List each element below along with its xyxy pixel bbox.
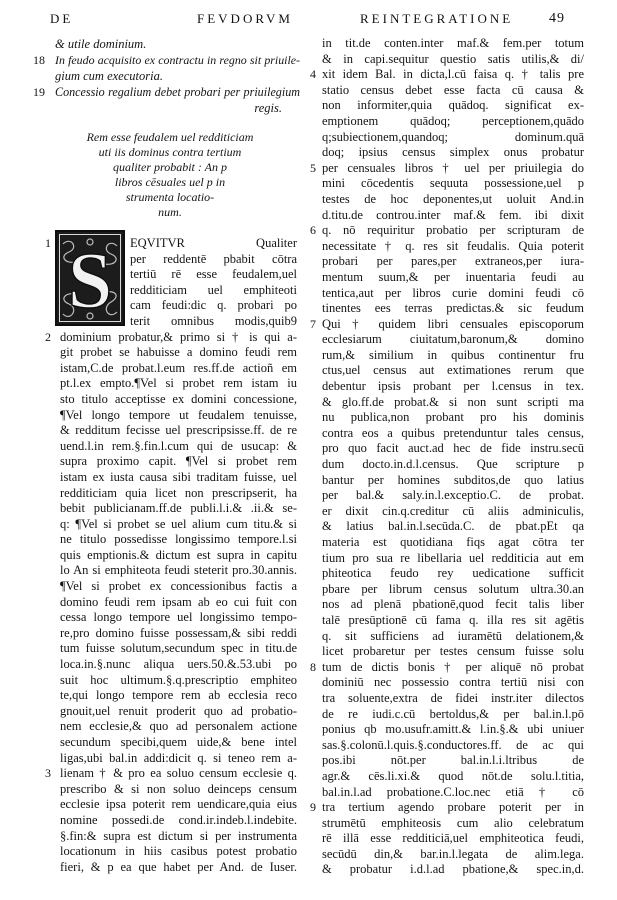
line-text: dominiū nec possessio contra tertiū nisi con xyxy=(322,675,584,690)
text-line xyxy=(310,659,584,676)
rubric-line: qualiter probabit : An p xyxy=(113,160,227,174)
summary-line xyxy=(33,52,300,68)
line-text: bantur per homines subditos,de quo latius xyxy=(322,472,584,487)
text-line xyxy=(322,816,584,832)
line-text: q. nō requiritur probatio per scripturam de xyxy=(322,223,584,238)
text-line xyxy=(60,797,297,813)
line-text: tra tertium agendo probare poterit per in xyxy=(322,800,584,815)
line-text: er dixit cin.q.creditur cū aliis adminiculis, xyxy=(322,503,584,518)
summary-text: In feudo acquisito ex contractu in regno sit priuile- xyxy=(55,53,300,67)
text-line xyxy=(322,738,584,754)
line-text: fieri, & p ea que habet per And. de Iuser. xyxy=(60,859,297,874)
line-text: nos ad plenā pbationē,quod fecit talis liber xyxy=(322,597,584,612)
line-text: redditiciam quia licet non prescripserit, ha xyxy=(60,485,297,500)
summary-text: gium cum executoria. xyxy=(55,69,163,83)
line-text: ctus,uel census aut extimationes rerum que xyxy=(322,363,584,378)
line-text: ligas,ubi bal.in addi:dicit q. si teneo rem a- xyxy=(60,750,297,765)
text-line xyxy=(322,457,584,473)
line-text: nomine possedi.de cond.ir.indeb.l.indebite. xyxy=(60,812,297,827)
line-text: bebit publicianam.ff.de publi.l.i.& .ii.& se- xyxy=(60,501,297,516)
text-line xyxy=(322,192,584,208)
text-line xyxy=(322,707,584,723)
summary-line xyxy=(55,100,300,116)
summary-text: regis. xyxy=(254,101,282,115)
line-text: tium pro sua re libellaria uel redditicia aut em xyxy=(322,550,584,565)
text-line xyxy=(322,862,584,878)
line-text: nu publica,non probant pro his dominis xyxy=(322,410,584,425)
rubric-line: num. xyxy=(158,205,182,219)
text-line xyxy=(60,501,297,517)
marginal-number: 18 xyxy=(33,53,45,67)
line-text: supra proximo capit. ¶Vel si probet rem xyxy=(60,454,297,469)
line-text: ponius qb mo.usufr.amitt.& l.in.§.& ubi uniuer xyxy=(322,722,584,737)
text-line xyxy=(310,160,584,177)
page-number: 49 xyxy=(549,11,565,26)
line-text: doq; ipsius census simplex onus probatur xyxy=(322,145,584,160)
marginal-number: 2 xyxy=(45,329,51,344)
chapter-rubric xyxy=(70,130,270,220)
text-line xyxy=(60,641,297,657)
line-text: phiteotica feudo rey uedicatione sufficit xyxy=(322,566,584,581)
line-text: tra soluente,extra de fidei instr.iter dilectos xyxy=(322,690,584,705)
text-line xyxy=(60,829,297,845)
line-text: §.fin:& supra est dictum si per instrumenta xyxy=(60,828,297,843)
text-line xyxy=(60,548,297,564)
marginal-number: 8 xyxy=(310,659,316,674)
rubric-line: strumenta locatio- xyxy=(125,190,215,204)
line-text: xit idem Bal. in dicta,l.cū faisa q. † talis pre xyxy=(322,67,584,82)
rubric-line: uti iis dominus contra tertium xyxy=(98,145,242,159)
text-line xyxy=(60,423,297,439)
line-text: tinentes ees terras predictas.& sic feudum xyxy=(322,301,584,316)
line-text: & latius bal.in.l.secūda.C. de pbat.pEt qa xyxy=(322,519,584,534)
line-text: & redditum fecisse uel prescripsisse.ff. de re xyxy=(60,423,297,438)
text-line xyxy=(322,551,584,567)
line-text: contra eos a quibus pretenduntur tales census, xyxy=(322,425,584,440)
text-line xyxy=(60,454,297,470)
text-line xyxy=(60,298,297,314)
line-text: istam ex iusta causa sibi traditam fuisse, uel xyxy=(60,469,297,484)
text-line xyxy=(60,595,297,611)
line-text: EQVITVR Qualiter xyxy=(130,236,297,250)
running-head-word: REINTEGRATIONE xyxy=(360,11,514,26)
line-text: Qui † quidem libri censuales episcoporum xyxy=(322,316,584,331)
line-text: q;subiectionem,quandoq; dominum.quā xyxy=(322,129,584,144)
text-line xyxy=(60,314,297,330)
line-text: secundum specibi,quem uide,& bene intel xyxy=(60,735,297,749)
line-text: prescribo & si non soluo deinceps censum xyxy=(60,781,297,796)
text-line xyxy=(60,813,297,829)
left-text-column xyxy=(45,236,297,875)
line-text: pro quo facit auct.ad hec de fide instru.secū xyxy=(322,441,584,456)
line-text: terit omnibus modis,quib9 xyxy=(130,313,297,328)
line-text: redditiciam uel emphiteoti xyxy=(130,282,297,297)
line-text: necessitate † q. res sit feudalis. Quia poterit xyxy=(322,238,584,253)
line-text: ¶Vel si probet ex concessionibus factis a xyxy=(60,579,297,594)
line-text: statio census debet esse facta cū causa & xyxy=(322,82,584,97)
text-line xyxy=(322,785,584,801)
line-text: uend.l.in rem.§.fin.l.cum qui de usucap: & xyxy=(60,438,297,453)
text-line xyxy=(60,283,297,299)
text-line xyxy=(322,847,584,863)
line-text: talē presūptionē cū fama q. illa res sit agētis xyxy=(322,612,584,627)
text-line xyxy=(322,582,584,598)
text-line xyxy=(322,83,584,99)
line-text: secūdū din,& bar.in.l.legata de alim.lega. xyxy=(322,846,584,861)
marginal-number: 19 xyxy=(33,85,45,99)
text-line xyxy=(322,831,584,847)
summary-text: Concessio regalium debet probari per priuilegium xyxy=(55,85,300,99)
text-line xyxy=(60,626,297,642)
text-line xyxy=(45,329,297,346)
line-text: agr.& cēs.li.xi.& quod nōt.de solu.l.titia, xyxy=(322,768,584,783)
text-line xyxy=(322,208,584,224)
text-line xyxy=(45,766,297,782)
line-text: per bal.& saly.in.l.exceptio.C. de probat. xyxy=(322,488,584,503)
line-text: sas.§.colonū.l.quis.§.conductores.ff. de ac qui xyxy=(322,737,584,752)
line-text: pos.ibi nōt.per bal.in.l.i.ltribus de xyxy=(322,753,584,768)
text-line xyxy=(60,844,297,860)
line-text: mentum suum,& per inuentaria feudi au xyxy=(322,269,584,284)
text-line xyxy=(322,332,584,348)
line-text: quis emptionis.& dictum est supra in capitu xyxy=(60,547,297,562)
line-text: per reddentē pbabit cōtra xyxy=(130,251,297,266)
text-line xyxy=(60,782,297,798)
text-line xyxy=(60,673,297,689)
text-line xyxy=(60,361,297,377)
line-text: mini cōcedentis sequuta possessione,uel p xyxy=(322,176,584,191)
line-text: materia est quotidiana fiqs agat cōtra ter xyxy=(322,535,584,549)
line-text: debentur ipsis probant per l.census in tex. xyxy=(322,379,584,394)
text-line xyxy=(60,735,297,751)
text-line xyxy=(322,613,584,629)
line-text: ¶Vel longo tempore ut feudalem tenuisse, xyxy=(60,407,297,422)
text-line xyxy=(322,395,584,411)
text-line xyxy=(322,441,584,457)
line-text: locationum in hiis casibus potest probatio xyxy=(60,844,297,859)
line-text: licet probaretur per testes censum fuisse solu xyxy=(322,644,584,659)
line-text: domino feudi rem ipsam ab eo cui fuit con xyxy=(60,594,297,609)
line-text: dominium probatur,& primo si † is qui a- xyxy=(60,329,297,344)
line-text: suit hoc ultimum.§.q.prescriptio emphiteo xyxy=(60,672,297,687)
text-line xyxy=(45,236,297,252)
marginal-number: 4 xyxy=(310,67,316,82)
rubric-line: Rem esse feudalem uel redditiciam xyxy=(86,130,254,144)
text-line xyxy=(310,67,584,83)
text-line xyxy=(322,644,584,660)
text-line xyxy=(60,267,297,283)
line-text: lo An si emphiteota feudi steterit pro.30.annis. xyxy=(60,563,297,578)
text-line xyxy=(322,145,584,161)
text-line xyxy=(60,486,297,502)
line-text: q: ¶Vel si probet se uel alium cum titu.& si xyxy=(60,516,297,531)
text-line xyxy=(322,98,584,114)
line-text: ecclesiarum ciuitatum,baronum,& domino xyxy=(322,332,584,347)
text-line xyxy=(322,363,584,379)
line-text: & in capi.sequitur questio satis utilis,& di/ xyxy=(322,51,584,66)
summary-line xyxy=(55,68,300,84)
text-line xyxy=(322,239,584,255)
line-text: tentica,aut per libros curie domini feudi cō xyxy=(322,285,584,300)
text-line xyxy=(60,532,297,548)
text-line xyxy=(60,470,297,486)
text-line xyxy=(60,252,297,268)
text-line xyxy=(322,270,584,286)
text-line xyxy=(322,629,584,645)
text-line xyxy=(310,316,584,333)
text-line xyxy=(310,223,584,239)
line-text: tertiū rē esse feudalem,uel xyxy=(130,267,297,282)
line-text: strumētū emphiteosis cum alio celebratum xyxy=(322,815,584,830)
line-text: per censuales libros † uel per priuilegia do xyxy=(322,160,584,175)
line-text: non informiter,quia quādoq. significat ex- xyxy=(322,98,584,113)
text-line xyxy=(322,379,584,395)
text-line xyxy=(60,719,297,735)
marginal-number: 6 xyxy=(310,223,316,238)
text-line xyxy=(60,751,297,767)
text-line xyxy=(322,597,584,613)
line-text: in tit.de conten.inter maf.& fem.per totum xyxy=(322,36,584,50)
line-text: bal.in.l.ad probatione.C.loc.nec etiā † cō xyxy=(322,784,584,799)
marginal-number: 3 xyxy=(45,766,51,781)
text-line xyxy=(60,579,297,595)
line-text: rum,& similium in quibus continentur fru xyxy=(322,347,584,362)
text-line xyxy=(322,769,584,785)
line-text: pt.l.ex empto.¶Vel si probet rem istam iu xyxy=(60,376,297,391)
text-line xyxy=(60,860,297,876)
line-text: nem ecclesie,& quo ad personalem actione xyxy=(60,719,297,734)
text-line xyxy=(322,176,584,192)
line-text: loca.in.§.nunc aliqua uers.50.&.53.ubi po xyxy=(60,657,297,672)
line-text: ecclesie ipsa poterit rem uendicare,quia eius xyxy=(60,797,297,812)
text-line xyxy=(60,517,297,533)
line-text: cam feudi:dic q. probari po xyxy=(130,298,297,313)
text-line xyxy=(322,36,584,52)
line-text: de re iudi.c.cū bertoldus,& per bal.in.l.pō xyxy=(322,706,584,721)
text-line xyxy=(322,410,584,426)
line-text: sto titulo acceptisse ex domini concessione, xyxy=(60,391,297,406)
drop-cap-letter: S xyxy=(67,237,113,325)
line-text: pbare per librum census solutum ultra.30.an xyxy=(322,581,584,596)
running-head-word: FEVDORVM xyxy=(197,11,293,26)
text-line xyxy=(322,301,584,317)
summary-text: & utile dominium. xyxy=(55,37,147,51)
text-line xyxy=(60,439,297,455)
text-line xyxy=(322,286,584,302)
text-line xyxy=(60,563,297,579)
text-line xyxy=(322,519,584,535)
line-text: istam,C.de probat.l.eum res.ff.de actioñ em xyxy=(60,360,297,375)
text-line xyxy=(60,376,297,392)
text-line xyxy=(322,348,584,364)
line-text: ne titulo possedisse longissimo tempore.l.si xyxy=(60,532,297,547)
rubric-line: libros cēsuales uel p in xyxy=(114,175,226,189)
line-text: gnouit,uel renuit proderit quo ad probatio- xyxy=(60,703,297,718)
line-text: & probatur i.d.l.ad pbatione,& spec.in,d. xyxy=(322,862,584,877)
line-text: testes de hoc deponentes,ut uoluit And.in xyxy=(322,191,584,206)
line-text: tum de dictis bonis † per aliquē nō probat xyxy=(322,659,584,674)
summary-line xyxy=(33,84,300,100)
text-line xyxy=(60,657,297,673)
line-text: lienam † & pro ea soluo censum ecclesie q. xyxy=(60,766,297,781)
text-line xyxy=(60,345,297,361)
text-line xyxy=(322,488,584,504)
line-text: git probet se habuisse a domino feudi rem xyxy=(60,345,297,360)
text-line xyxy=(322,722,584,738)
marginal-number: 9 xyxy=(310,800,316,815)
line-text: rē illā esse redditiciā,uel emphiteotica feudi, xyxy=(322,831,584,846)
text-line xyxy=(322,753,584,769)
text-line xyxy=(322,504,584,520)
text-line xyxy=(322,130,584,146)
text-line xyxy=(322,52,584,68)
marginal-number: 7 xyxy=(310,316,316,331)
text-line xyxy=(322,691,584,707)
right-text-column xyxy=(310,36,584,878)
summary-line xyxy=(55,36,300,52)
text-line xyxy=(60,392,297,408)
line-text: d.titu.de controu.inter maf.& fem. ibi dixit xyxy=(322,207,584,222)
text-line xyxy=(322,473,584,489)
text-line xyxy=(60,408,297,424)
line-text: te,qui longo tempore rem ab ecclesia reco xyxy=(60,688,297,703)
text-line xyxy=(322,566,584,582)
text-line xyxy=(60,610,297,626)
running-head-word: DE xyxy=(50,11,74,26)
line-text: re,pro domino fuisse possessam,& sibi reddi xyxy=(60,625,297,640)
line-text: & glo.ff.de probat.& si non sunt scripti ma xyxy=(322,394,584,409)
line-text: tum fuisse solutum,secundum spec in titu.de xyxy=(60,641,297,656)
text-line xyxy=(310,800,584,816)
summary-notes xyxy=(33,36,300,116)
text-line xyxy=(322,426,584,442)
text-line xyxy=(322,114,584,130)
text-line xyxy=(322,675,584,691)
line-text: probari per pares,per extraneos,per iura- xyxy=(322,254,584,269)
line-text: dum docto.in.d.l.census. Que scripture p xyxy=(322,457,584,472)
text-line xyxy=(322,254,584,270)
text-line xyxy=(60,704,297,720)
marginal-number: 5 xyxy=(310,160,316,175)
line-text: cessa longo tempore uel longissimo tempo- xyxy=(60,610,297,625)
line-text: emptionem quādoq; perceptionem,quādo xyxy=(322,113,584,128)
text-line xyxy=(60,688,297,704)
marginal-number: 1 xyxy=(45,236,51,250)
line-text: q. sit sufficiens ad iuramētū delationem,& xyxy=(322,628,584,643)
text-line xyxy=(322,535,584,551)
